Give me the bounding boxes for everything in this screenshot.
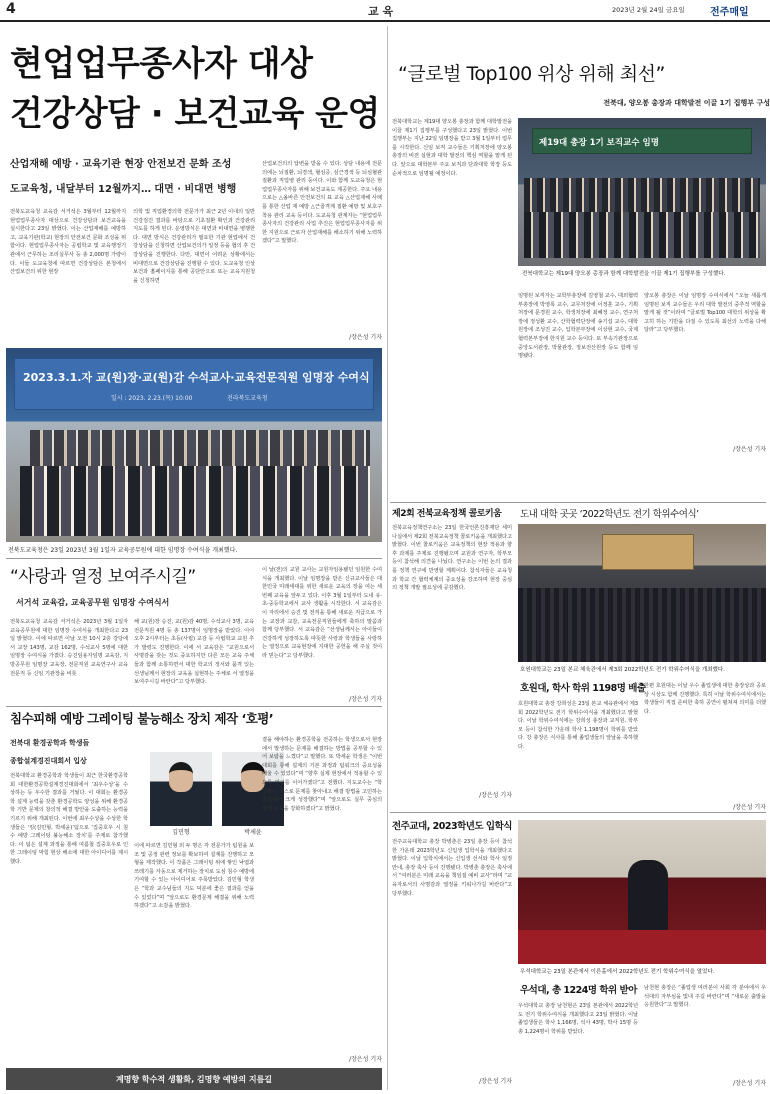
a1-byline: /장은성 기자 — [349, 334, 382, 341]
a2-body-col1: 전북도교육청 교육감 서거석은 2023년 3월 1일자 교육공무원에 대한 임명장 수여식을 개최한다고 23일 밝혔다. 이에 따르면 이날 오전 10시 2층 강당에서 교장 143명, 교감 162명, 수석교사 5명에 대한 임명장 수여식을 가졌다. 승진임용자임명 교육감, 지방공무원 임명장 교육장, 전문직원 교육연구사 교육전문직 등 신임 기관장을 비롯 — [10, 619, 128, 677]
photo1-caption: 전북도교육청은 23일 2023년 3월 1일자 교육공무원에 대한 임명장 수여식을 개최했다. — [8, 547, 238, 554]
a4-subtitle: 전북대, 양오봉 총장과 대학발전 이끌 1기 집행부 구성 — [603, 99, 770, 107]
portrait-kim-name: 김민형 — [172, 829, 190, 836]
issue-date: 2023년 2월 24일 금요일 — [612, 6, 685, 14]
stage-screen — [602, 534, 694, 570]
a6-byline: /장은성 기자 — [479, 1078, 512, 1085]
a1-body-col3: 산업보건의의 답변을 받을 수 있다. 상담 내용에 전문의에는 뇌질환, 뇌경색, 혈심증, 심근경색 등 뇌심혈관질환과 직업병 관리 등이다. 이와 함께 도교육청은 현업업무종사자를 위해 보건교육도 제공한다. 주요 내용으로는 △올바른 안전보건의 표 교육 △산업재해 사례를 통한 산업 재 예방 △근골격계 질환 예방 및 보호구 착용 관리 교육 등이다. 도교육청 관계자는 “현업업무종사자의 건강관리 사업 추진은 현업업무종사자를 위한 지원으로 근로자 산업재해를 해소하기 위해 노력하겠다”고 말했다. — [262, 161, 382, 245]
a3-byline: /장은성 기자 — [349, 1056, 382, 1063]
banner-text-date: 일시 : 2023. 2.23.(목) 10:00 — [111, 395, 193, 402]
a8-byline: /장은성 기자 — [733, 1080, 766, 1087]
rule-mid-right — [390, 502, 766, 503]
a5-body: 전북교육정책연구소는 23일 한국언론진흥재단 세미나실에서 제2회 전북교육정책 콜로키움을 개최했다고 밝혔다. 이번 콜로키움은 교육정책의 현장 적용과 향후 과제를 주제로 진행됐으며 교원과 연구자, 학부모 등이 참석해 의견을 나눴다. 연구소는 이번 논의 결과를 정책 연구에 반영할 계획이다. 참석자들은 교육청과 학교 간 협력체계의 중요성을 강조하며 현장 중심의 정책 개발 필요성에 공감했다. — [392, 525, 512, 592]
group-photo-ceremony — [6, 348, 382, 542]
a2-subtitle: 서거석 교육감, 교육공무원 임명장 수여식서 — [16, 598, 170, 607]
a1-subtitle-1: 산업재해 예방 · 교육기관 현장 안전보건 문화 조성 — [10, 159, 232, 170]
section-label: 교 육 — [368, 5, 394, 18]
a1-title-1: 현업업무종사자 대상 — [10, 44, 313, 84]
a6-title: 전주교대, 2023학년도 입학식 — [392, 821, 512, 832]
a4-body-col1: 전북대학교는 제19대 양오봉 총장과 함께 대학발전을 이끌 제1기 집행부를 구성했다고 23일 밝혔다. 이번 집행부는 지난 22일 임명장을 받고 3월 1일부터 업무를 시작한다. 신임 보직 교수들은 기획처장에 양오봉 총장의 비전 실현과 대학 발전의 핵심 역할을 맡게 된다. 앞으로 대학본부 주요 보직과 단과대학 학장 등도 순차적으로 임명될 예정이다. — [392, 119, 512, 177]
a8-body-col2: 남천현 총장은 “졸업생 여러분이 사회 각 분야에서 우석대의 자부심을 빛내 주길 바란다”며 “새로운 출발을 응원한다”고 말했다. — [644, 985, 766, 1009]
a2-body-col3: 이 날(전)의 교원 교사는 교원자임용됐던 임원한 수여식을 개최했다. 이날 임명장을 받은 신규교사들은 대한민국 미래세대를 위한 새로운 교육의 장을 여는 세 번째 교육을 앞두고 있다. 이후 3월 1일부터 도내 유·초·중등학교에서 교사 생활을 시작한다. 서 교육감은 이 자리에서 승진 및 전직을 통해 새로운 직급으로 가는 교장과 교감, 교육전문직원들에게 축하의 말씀과 함께 당부했다. 서 교육감은 “선생님께서는 아이들이 건강하게 성장하도록 따뜻한 사랑과 학생들을 사랑하는 열정으로 교육현장에 지대한 공헌을 해 주실 것이라 믿는다”고 당부했다. — [262, 567, 382, 659]
a2-title: “사랑과 열정 보여주시길” — [10, 567, 196, 587]
a1-subtitle-2: 도교육청, 내달부터 12월까지… 대면 · 비대면 병행 — [10, 184, 237, 195]
graduation-ceremony-photo — [518, 820, 766, 964]
faculty-row-front — [524, 212, 760, 258]
a1-body-col2: 의학 및 직업환경의학 전문가가 최근 2년 이내의 일반건강검진 결과를 바탕으로 기초질환 확인과 건강관리 지도를 하게 된다. 운영방식은 대면과 비대면을 병행한다. 대면 방식은 건강관리가 필요한 기관 현업에서 건강상담을 신청하면 산업보건의가 일정 등을 협의 후 건강상담을 진행한다. 다만, 대면이 어려운 상황에서는 비대면으로 건강상담을 진행할 수 있다. 도교육청 인상보건과 홈페이지를 통해 공단안으로 또는 교육지원청을 신청하면 — [133, 209, 255, 284]
a7-body-col2: 한편 호원대는 이날 우수 졸업생에 대한 총장상과 공로상 시상도 함께 진행했다. 특히 이날 학위수여식에서는 학생들이 직접 준비한 축하 공연이 펼쳐져 의미를 더했다. — [644, 683, 766, 715]
portrait-park-name: 박세윤 — [244, 829, 262, 836]
group-photo-faculty — [518, 118, 766, 266]
faculty-banner — [532, 128, 752, 154]
a4-title: “글로벌 Top100 위상 위해 최선” — [398, 63, 665, 85]
footer-banner — [6, 1068, 382, 1090]
graduation-hall-photo — [518, 524, 766, 662]
faculty-banner-text: 제19대 총장 1기 보직교수 임명 — [539, 138, 659, 148]
a3-subtitle-2: 종합설계경진대회서 입상 — [10, 757, 87, 765]
portrait-kim-face — [169, 762, 193, 792]
a3-title: 침수피해 예방 그레이팅 불능해소 장치 제작 ‘호평’ — [10, 711, 274, 726]
a2-byline: /장은성 기자 — [349, 696, 382, 703]
a7-title: 호원대, 학사 학위 1198명 배출 — [520, 683, 646, 694]
photo2-title: 도내 대학 곳곳 ‘2022학년도 전기 학위수여식’ — [520, 509, 699, 520]
people-row-front — [20, 466, 370, 536]
a5-byline: /장은성 기자 — [479, 792, 512, 799]
a4-byline: /장은성 기자 — [733, 446, 766, 453]
a1-body-col1: 전북도교육청 교육감 서거석은 3월부터 12월까지 현업업무종사자 대상으로 건강상담과 보건교육을 실시한다고 23일 밝혔다. 이는 산업재해를 예방하고, 교육기관(학교) 현장의 안전보건 문화 조성을 위함이다. 현업업무종사자는 공립학교 및 교육행정기관에서 근무하는 조리실무사 등 총 2,000명 가량이다. 이들 도교육청에 따르면 건강상담은 본청에서 산업보건의 위한 현장 — [10, 209, 126, 276]
a5-title: 제2회 전북교육정책 콜로키움 — [392, 509, 502, 519]
ceremony-banner — [14, 358, 374, 410]
audience-rows — [518, 588, 766, 662]
red-carpet — [518, 930, 766, 964]
a8-body-col1: 우석대학교 총장 남천현은 23일 본관에서 2022학년도 전기 학위수여식을 개최했다고 23일 밝혔다. 이날 졸업생들은 학사 1,166명, 석사 43명, 박사 15명 등 총 1,224명이 학위를 받았다. — [518, 1003, 638, 1035]
portrait-kim — [150, 752, 212, 826]
a2-body-col2: 해 교(원)장 승진, 교(원)감 40명, 수석교사 3명, 교육전문직원 4명 등 총 137명이 임명장을 받았다. 이어 오후 2시부터는 초등(사립) 교감 등 사립학교 교원 추가 발령도 진행한다. 이에 서 교육감은 “교원으로서 사명감을 갖는 것도 중요하지만 다른 모든 교육 주체들과 함께 소통하면서 대한 학교의 정서와 품격 있는 선생님께서 현장의 교육을 실현하는 주체로 서 열정을 보여주시길 바란다”고 당부했다. — [134, 619, 254, 686]
header-rule — [0, 20, 770, 22]
column-divider — [387, 26, 388, 1090]
banner-text-main: 2023.3.1.자 교(원)장·교(원)감 수석교사·교육전문직원 임명장 수여식 — [23, 371, 370, 384]
a3-body-col3: 결을 해야하는 환경공학을 전공하는 학생으로서 현장에서 발생하는 문제를 해결하는 방법을 공부할 수 있어 보람을 느꼈다”고 말했다. 또 박세윤 학생은 “이번 대회를 통해 설계의 기본 과정과 팀워크의 중요성을 배울 수 있었다”며 “향후 실제 현장에서 적용할 수 있도록 연구를 이어가겠다”고 전했다. 지도교수는 “학생들이 스스로 문제를 찾아내고 해결 방법을 고민하는 과정에서 크게 성장했다”며 “앞으로도 실무 중심의 설계 교육을 강화하겠다”고 밝혔다. — [262, 737, 382, 812]
a8-title: 우석대, 총 1224명 학위 받아 — [520, 985, 637, 996]
a1-title-2: 건강상담 · 보건교육 운영 — [10, 94, 380, 134]
a3-body-col1: 전북대학교 환경공학과 학생들이 최근 한국환경공학회 대한환경공학설계경진대회에서 ‘최우수상’을 수상하는 등 우수한 결과를 거뒀다. 이 대회는 환경공학 설계 능력을 갖춘 환경공학도 양성을 위해 환경공학 기반 문제의 창의적 해결 방안을 도출하는 능력을 기르기 위해 개최된다. 이번에 최우수상을 수상한 학생들은 ‘킹(김민형, 박세윤)’팀으로 ‘집중호우 시 침수 예방 그레이팅 불능해소 장치’를 주제로 참가했다. 이 팀은 설계 과정을 통해 여름철 집중호우로 인한 그레이팅 막힘 현상 해소에 대한 아이디어를 제시했다. — [10, 773, 128, 865]
a4-body-col2: 임명된 보직자는 교학부총장에 김영철 교수, 대외협력부총장에 박영록 교수, 교무처장에 이정훈 교수, 기획처장에 문경원 교수, 학생처장에 최혜정 교수, 연구처장에 정성환 교수, 산학협력단장에 송기섭 교수, 대학원장에 조성진 교수, 입학본부장에 이상현 교수, 국제협력본부장에 한지원 교수 등이다. 또 부속기관장으로 중앙도서관장, 박물관장, 정보전산원장 등도 함께 임명됐다. — [518, 293, 638, 360]
a3-body-col2: 이에 따르면 김민형 외 두 명은 각 전문가가 팀원을 보조 및 공정 관련 정보를 확보하여 설계를 진행하고 모형을 제작했다. 이 작품은 그레이팅 위에 쌓인 낙엽과 쓰레기를 자동으로 제거하는 장치로 도심 침수 예방에 기여할 수 있는 아이디어로 주목받았다. 김민형 학생은 “학과 교수님들의 지도 덕분에 좋은 결과를 얻을 수 있었다”며 “앞으로도 환경문제 해결을 위해 노력하겠다”고 소감을 밝혔다. — [134, 843, 254, 910]
page-number: 4 — [6, 1, 16, 17]
page-header — [0, 0, 770, 20]
photo2-caption: 호원대학교는 23일 본교 체육관에서 제3회 2022학년도 전기 학위수여식을 개최했다. — [520, 667, 725, 673]
masthead: 전주매일 — [710, 7, 749, 18]
a7-body-col1: 호원대학교 총장 강희성은 23일 본교 체육관에서 제3회 2022학년도 전기 학위수여식을 개최했다고 밝혔다. 이날 학위수여식에는 강희성 총장과 교직원, 학부모 등이 참석한 가운데 학사 1,198명이 학위를 받았다. 강 총장은 식사를 통해 졸업생들의 앞날을 축하했다. — [518, 701, 638, 750]
a7-byline: /장은성 기자 — [733, 804, 766, 811]
faculty-photo-caption: 전북대학교는 제19대 양오봉 총장과 함께 대학발전을 이끌 제1기 집행부를 구성했다. — [522, 271, 726, 277]
footer-banner-text: 계명향 학수적 생활화, 김명향 예방의 지름길 — [115, 1075, 273, 1084]
a6-body: 전주교육대학교 총장 박병춘은 23일 총장 등이 참석한 가운데 2023학년도 신입생 입학식을 개최했다고 밝혔다. 이날 입학식에서는 신입생 선서와 학사 일정 안내, 총장 축사 등이 진행됐다. 박병춘 총장은 축사에서 “여러분은 미래 교육을 책임질 예비 교사”라며 “교육자로서의 사명감과 열정을 키워나가길 바란다”고 당부했다. — [392, 839, 512, 897]
a3-subtitle-1: 전북대 환경공학과 학생들 — [10, 739, 90, 747]
photo3-caption: 우석대학교는 23일 본관에서 이른홀에서 2022학년도 전기 학위수여식을 열었다. — [520, 969, 715, 975]
rule-a2-top — [6, 558, 382, 559]
rule-a3-top — [6, 706, 382, 707]
rule-right-lower — [390, 812, 766, 813]
banner-text-org: 전라북도교육청 — [227, 395, 268, 402]
a4-body-col3: 양오봉 총장은 이날 임명장 수여식에서 “오늘 새롭게 임명된 보직 교수들은 우리 대학 발전의 중추적 역할을 맡게 될 것”이라며 “글로벌 Top100 대학의 위상을 확고히 하는 기반을 다질 수 있도록 최선의 노력을 다해 달라”고 당부했다. — [644, 293, 766, 334]
